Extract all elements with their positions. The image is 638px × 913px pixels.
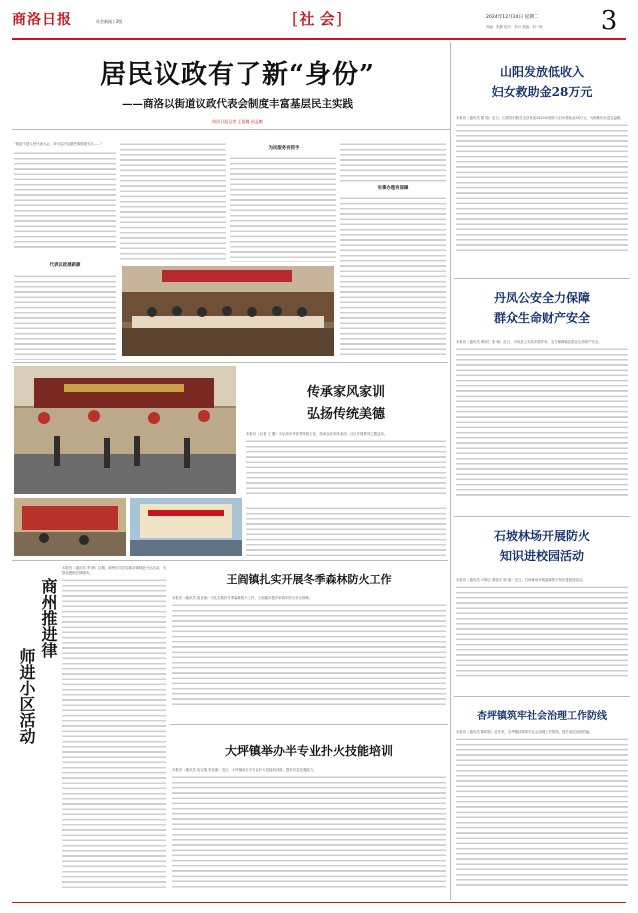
shipo-title-1: 石坡林场开展防火: [493, 529, 590, 543]
danfeng-lead: 本报讯（通讯员 黄柯仁 张 犊）近日，丹凤县公安局多措并举，全力保障辖区群众生命财产安全。: [456, 340, 602, 344]
lead-col-2: [120, 142, 226, 260]
section-label: [ 社 会 ]: [291, 9, 343, 28]
xingping-title: 杏坪镇筑牢社会治理工作防线: [477, 711, 607, 722]
shanyang-body: [456, 116, 628, 266]
lead-subtitle: ——商洛以街道议政代表会制度丰富基层民主实践: [122, 98, 353, 110]
rule-3: [454, 696, 630, 697]
lead-byline: 陕西日报记者 王姿璐 屈孟鹏: [212, 119, 263, 124]
family-title-2: 弘扬传统美德: [306, 407, 385, 422]
rule-1: [454, 278, 630, 279]
lead-col-3: [230, 156, 336, 262]
lawyer-body: [62, 566, 166, 896]
lead-title: 居民议政有了新“身份”: [100, 60, 375, 90]
masthead-sub-left: 社会新闻 | 2版: [96, 19, 123, 24]
issue-date: 2024年12月24日 星期二: [486, 15, 539, 20]
family-lead: 本报讯（记者 王 蕙）为弘扬中华优秀传统文化，传承良好家风家训，社区开展系列主题活动。: [246, 432, 388, 436]
masthead: [0, 0, 638, 40]
lawyer-lead: 本报讯（通讯员 李 静）近期，商州区司法局推动律师进小区活动，为群众提供法律服务。: [62, 566, 166, 576]
daping-lead: 本报讯（通讯员 吴宝翔 李亚丽）近日，大坪镇举办半专业扑火技能培训班，提升应急处置能力。: [172, 768, 317, 772]
daping-body: [172, 768, 446, 898]
xingping-body: [456, 730, 628, 900]
street-scene-image: [14, 366, 236, 494]
lead-col-1b: [14, 274, 116, 360]
wangge-lead: 本报讯（通讯员 梁亚蓉）为扎实做好冬季森林防火工作，王阎镇多措并举筑牢防火安全屏障。: [172, 596, 313, 600]
rule-mid-3: [170, 724, 448, 725]
lawyer-title-2: 师进小区活动: [17, 648, 36, 744]
lead-section-head-2: 为民服务有抓手: [268, 146, 300, 151]
wangge-title: 王阎镇扎实开展冬季森林防火工作: [226, 573, 392, 586]
page-number: 3: [600, 6, 618, 36]
logo-text: 商洛日报: [12, 12, 72, 28]
shipo-body: [456, 578, 628, 688]
lead-body-preview: “街道不是人民代表大会，却可以决定哪些事情要先办……”: [14, 142, 103, 146]
lead-rule: [12, 129, 450, 130]
masthead-rule: [12, 38, 626, 40]
issue-editors: 责编：张静 校对：李月 美编：刘一鸣: [486, 25, 543, 29]
xingping-lead: 本报讯（通讯员 陈昭宽）近年来，杏坪镇持续筑牢社会治理工作防线，提升基层治理效能。: [456, 730, 593, 734]
right-divider: [450, 42, 451, 900]
shipo-title-2: 知识进校园活动: [499, 549, 584, 563]
lead-section-head-1: 代表议政展新颜: [49, 263, 81, 268]
wangge-body: [172, 596, 446, 716]
lead-col-1: [14, 142, 116, 257]
lead-section-head-3: 实事办理有保障: [377, 186, 409, 191]
section-name: 社 会: [299, 10, 335, 28]
lead-photo: [122, 266, 334, 356]
rule-mid-2: [12, 560, 448, 561]
lead-col-4b: [340, 196, 446, 358]
lawyer-vertical-title: [16, 578, 60, 878]
danfeng-title-2: 群众生命财产安全: [493, 311, 590, 325]
danfeng-body: [456, 340, 628, 506]
family-photo-large: [14, 366, 236, 494]
display-board-image: [130, 498, 242, 556]
logo: [12, 12, 92, 28]
family-body-bottom: [246, 506, 446, 556]
booth-image: [14, 498, 126, 556]
lead-col-4a: [340, 142, 446, 182]
family-photo-small-2: [130, 498, 242, 556]
shanyang-title-1: 山阳发放低收入: [499, 65, 584, 79]
shipo-lead: 本报讯（通讯员 卢婧言 谭恒平 谢 瑞）近日，石坡林场开展森林防火知识进校园活动。: [456, 578, 586, 582]
footer-rule: [12, 902, 626, 903]
danfeng-title-1: 丹凤公安全力保障: [493, 291, 590, 305]
rule-mid-top: [12, 362, 448, 363]
lawyer-title-1: 商州推进律: [39, 578, 58, 658]
family-photo-small-1: [14, 498, 126, 556]
family-title-1: 传承家风家训: [306, 385, 385, 400]
shanyang-title-2: 妇女救助金28万元: [491, 85, 593, 99]
meeting-room-image: [122, 266, 334, 356]
rule-2: [454, 516, 630, 517]
shanyang-lead: 本报讯（通讯员 陈 刚）近日，山阳县妇联在全县发放2024年低收入妇女救助金28万元，为困难妇女送去温暖。: [456, 116, 624, 120]
family-body-right: [246, 432, 446, 502]
daping-title: 大坪镇举办半专业扑火技能培训: [224, 744, 393, 758]
